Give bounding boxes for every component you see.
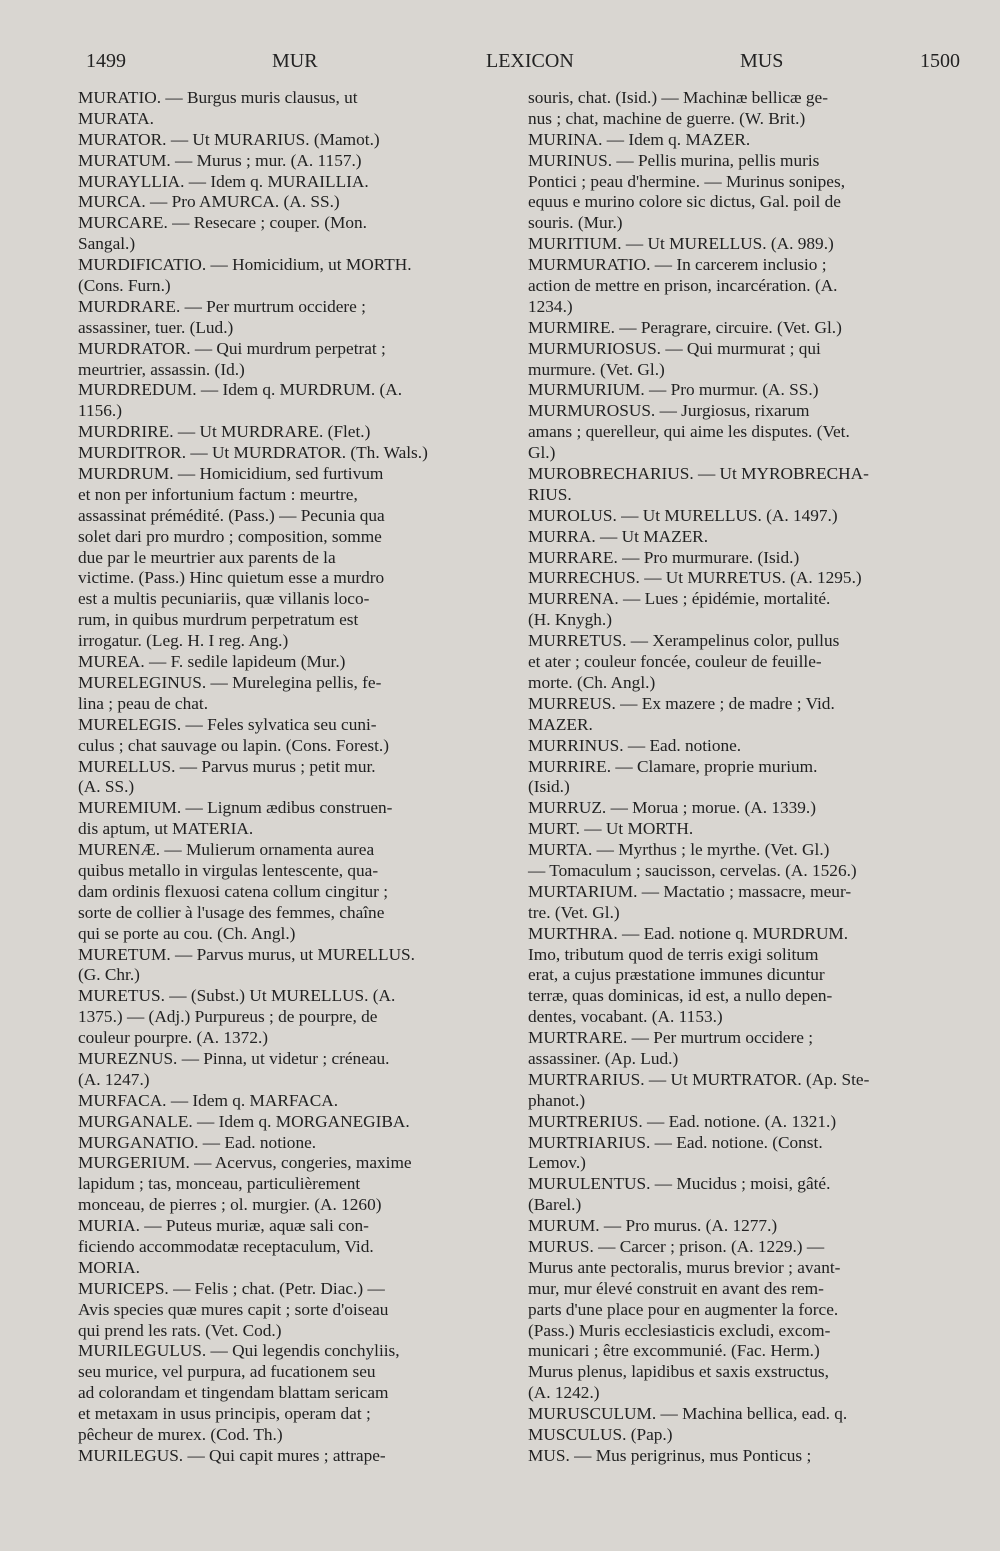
right-column bbox=[528, 88, 960, 1467]
text-line: MURATIO. — Burgus muris clausus, ut bbox=[78, 88, 358, 107]
text-line: MURMURIOSUS. — Qui murmurat ; qui bbox=[528, 338, 821, 358]
text-line: pêcheur de murex. (Cod. Th.) bbox=[78, 1425, 283, 1444]
text-line: MURRECHUS. — Ut MURRETUS. (A. 1295.) bbox=[528, 568, 862, 588]
text-line: MURRIRE. — Clamare, proprie murium. bbox=[528, 756, 818, 776]
text-line: MURREUS. — Ex mazere ; de madre ; Vid. bbox=[528, 693, 835, 713]
text-line: sorte de collier à l'usage des femmes, chaîne bbox=[78, 902, 385, 922]
text-line: MURRARE. — Pro murmurare. (Isid.) bbox=[528, 547, 800, 567]
text-line: Murus plenus, lapidibus et saxis exstructus, bbox=[528, 1362, 829, 1382]
text-line: 1375.) — (Adj.) Purpureus ; de pourpre, de bbox=[78, 1007, 378, 1027]
text-line: MUREA. — F. sedile lapideum (Mur.) bbox=[78, 652, 346, 672]
text-line: MURUSCULUM. — Machina bellica, ead. q. bbox=[528, 1404, 848, 1424]
text-line: irrogatur. (Leg. H. I reg. Ang.) bbox=[78, 631, 289, 651]
text-line: MURATOR. — Ut MURARIUS. (Mamot.) bbox=[78, 129, 380, 149]
text-line: erat, a cujus præstatione immunes dicuntur bbox=[528, 965, 825, 985]
text-line: MURT. — Ut MORTH. bbox=[528, 819, 694, 839]
text-line: tre. (Vet. Gl.) bbox=[528, 902, 620, 922]
text-line: Imo, tributum quod de terris exigi solitum bbox=[528, 944, 819, 964]
text-line: assassiner, tuer. (Lud.) bbox=[78, 317, 234, 337]
text-line: rum, in quibus murdrum perpetratum est bbox=[78, 610, 359, 630]
text-line: MURRINUS. — Ead. notione. bbox=[528, 735, 742, 755]
text-line: nus ; chat, machine de guerre. (W. Brit.) bbox=[528, 108, 806, 128]
text-line: qui se porte au cou. (Ch. Angl.) bbox=[78, 923, 296, 943]
text-line: MURTARIUM. — Mactatio ; massacre, meur- bbox=[528, 881, 852, 901]
text-line: ficiendo accommodatæ receptaculum, Vid. bbox=[78, 1236, 374, 1256]
text-line: MURETUM. — Parvus murus, ut MURELLUS. bbox=[78, 944, 415, 964]
text-line: assassiner. (Ap. Lud.) bbox=[528, 1048, 679, 1068]
text-line: (Isid.) bbox=[528, 777, 570, 797]
page-number-left: 1499 bbox=[86, 50, 126, 72]
text-line: murmure. (Vet. Gl.) bbox=[528, 359, 665, 379]
text-line: MURILEGULUS. — Qui legendis conchyliis, bbox=[78, 1341, 400, 1361]
text-line: Pontici ; peau d'hermine. — Murinus sonipes, bbox=[528, 171, 846, 191]
text-line: et metaxam in usus principis, operam dat ; bbox=[78, 1404, 371, 1424]
text-line: MUSCULUS. (Pap.) bbox=[528, 1425, 673, 1444]
text-line: MORIA. bbox=[78, 1257, 140, 1277]
text-line: MURATUM. — Murus ; mur. (A. 1157.) bbox=[78, 150, 362, 170]
text-line: 1156.) bbox=[78, 401, 122, 421]
text-line: MURTRERIUS. — Ead. notione. (A. 1321.) bbox=[528, 1111, 837, 1131]
text-line: MURELEGINUS. — Murelegina pellis, fe- bbox=[78, 672, 382, 692]
text-line: MURDRIRE. — Ut MURDRARE. (Flet.) bbox=[78, 422, 371, 442]
text-line: MURCARE. — Resecare ; couper. (Mon. bbox=[78, 213, 367, 233]
text-line: monceau, de pierres ; ol. murgier. (A. 1260) bbox=[78, 1195, 382, 1215]
text-line: MURUM. — Pro murus. (A. 1277.) bbox=[528, 1216, 778, 1236]
text-line: MURGERIUM. — Acervus, congeries, maxime bbox=[78, 1153, 412, 1173]
text-line: MURMURATIO. — In carcerem inclusio ; bbox=[528, 255, 827, 275]
text-line: MURILEGUS. — Qui capit mures ; attrape- bbox=[78, 1445, 386, 1465]
text-line: quibus metallo in virgulas lentescente, qua- bbox=[78, 860, 379, 880]
text-line: lina ; peau de chat. bbox=[78, 693, 209, 713]
text-line: et non per infortunium factum : meurtre, bbox=[78, 484, 358, 504]
guide-word-left: MUR bbox=[272, 50, 318, 72]
text-line: seu murice, vel purpura, ad fucationem seu bbox=[78, 1362, 376, 1382]
text-line: (Pass.) Muris ecclesiasticis excludi, excom- bbox=[528, 1320, 831, 1340]
text-line: morte. (Ch. Angl.) bbox=[528, 672, 656, 692]
text-line: MURITIUM. — Ut MURELLUS. (A. 989.) bbox=[528, 234, 834, 254]
text-line: MURDRARE. — Per murtrum occidere ; bbox=[78, 296, 366, 316]
text-line: couleur pourpre. (A. 1372.) bbox=[78, 1028, 269, 1048]
text-line: MUREZNUS. — Pinna, ut videtur ; créneau. bbox=[78, 1048, 390, 1068]
text-line: MUROLUS. — Ut MURELLUS. (A. 1497.) bbox=[528, 505, 838, 525]
text-line: MURAYLLIA. — Idem q. MURAILLIA. bbox=[78, 171, 369, 191]
text-line: RIUS. bbox=[528, 484, 572, 504]
text-line: equus e murino colore sic dictus, Gal. poil de bbox=[528, 192, 841, 212]
text-line: victime. (Pass.) Hinc quietum esse a murdro bbox=[78, 568, 385, 588]
text-line: 1234.) bbox=[528, 296, 573, 316]
text-line: Sangal.) bbox=[78, 234, 136, 254]
text-line: MUS. — Mus perigrinus, mus Ponticus ; bbox=[528, 1445, 812, 1465]
text-line: Gl.) bbox=[528, 443, 556, 463]
text-line: amans ; querelleur, qui aime les disputes. (Vet. bbox=[528, 422, 850, 442]
text-line: MURCA. — Pro AMURCA. (A. SS.) bbox=[78, 192, 340, 212]
text-line: (G. Chr.) bbox=[78, 965, 140, 985]
text-line: MURELLUS. — Parvus murus ; petit mur. bbox=[78, 756, 376, 776]
text-line: (A. SS.) bbox=[78, 777, 135, 797]
text-line: MURDRATOR. — Qui murdrum perpetrat ; bbox=[78, 338, 386, 358]
header-title: LEXICON bbox=[486, 50, 574, 72]
text-line: assassinat prémédité. (Pass.) — Pecunia qua bbox=[78, 505, 385, 525]
running-header bbox=[86, 50, 960, 78]
text-line: est a multis pecuniariis, quæ villanis loco- bbox=[78, 589, 370, 609]
text-line: et ater ; couleur foncée, couleur de feuille- bbox=[528, 652, 822, 672]
text-line: MUREMIUM. — Lignum ædibus construen- bbox=[78, 798, 393, 818]
text-line: MURELEGIS. — Feles sylvatica seu cuni- bbox=[78, 714, 377, 734]
text-line: MURRUZ. — Morua ; morue. (A. 1339.) bbox=[528, 798, 816, 818]
text-line: mur, mur élevé construit en avant des rem- bbox=[528, 1278, 824, 1298]
page-number-right: 1500 bbox=[920, 50, 960, 72]
text-line: MAZER. bbox=[528, 714, 593, 734]
text-line: MURULENTUS. — Mucidus ; moisi, gâté. bbox=[528, 1174, 831, 1194]
text-line: MURDREDUM. — Idem q. MURDRUM. (A. bbox=[78, 380, 403, 400]
text-line: souris, chat. (Isid.) — Machinæ bellicæ ge- bbox=[528, 88, 828, 107]
text-line: MURINUS. — Pellis murina, pellis muris bbox=[528, 150, 820, 170]
text-line: parts d'une place pour en augmenter la force. bbox=[528, 1299, 839, 1319]
text-line: MURTHRA. — Ead. notione q. MURDRUM. bbox=[528, 923, 849, 943]
guide-word-right: MUS bbox=[740, 50, 784, 72]
text-line: dentes, vocabant. (A. 1153.) bbox=[528, 1007, 723, 1027]
text-line: — Tomaculum ; saucisson, cervelas. (A. 1526.) bbox=[528, 860, 857, 880]
text-line: qui prend les rats. (Vet. Cod.) bbox=[78, 1320, 282, 1340]
text-line: MURTA. — Myrthus ; le myrthe. (Vet. Gl.) bbox=[528, 840, 830, 860]
text-line: Avis species quæ mures capit ; sorte d'oiseau bbox=[78, 1299, 389, 1319]
text-line: dis aptum, ut MATERIA. bbox=[78, 819, 254, 839]
text-line: phanot.) bbox=[528, 1090, 586, 1110]
text-line: MUROBRECHARIUS. — Ut MYROBRECHA- bbox=[528, 464, 869, 484]
text-line: ad colorandam et tingendam blattam sericam bbox=[78, 1383, 389, 1403]
text-line: lapidum ; tas, monceau, particulièrement bbox=[78, 1174, 361, 1194]
text-line: Lemov.) bbox=[528, 1153, 586, 1173]
text-line: MURRENA. — Lues ; épidémie, mortalité. bbox=[528, 589, 831, 609]
text-line: MURRETUS. — Xerampelinus color, pullus bbox=[528, 631, 840, 651]
text-line: MURGANATIO. — Ead. notione. bbox=[78, 1132, 317, 1152]
left-column bbox=[78, 88, 510, 1467]
text-line: MURETUS. — (Subst.) Ut MURELLUS. (A. bbox=[78, 986, 396, 1006]
text-line: MURMURIUM. — Pro murmur. (A. SS.) bbox=[528, 380, 819, 400]
text-line: MURRA. — Ut MAZER. bbox=[528, 526, 709, 546]
text-line: solet dari pro murdro ; composition, somme bbox=[78, 526, 382, 546]
text-line: dam ordinis flexuosi catena collum cingitur ; bbox=[78, 881, 389, 901]
text-line: (A. 1247.) bbox=[78, 1069, 150, 1089]
text-line: meurtrier, assassin. (Id.) bbox=[78, 359, 245, 379]
text-line: MURDITROR. — Ut MURDRATOR. (Th. Wals.) bbox=[78, 443, 428, 463]
text-line: MURMUROSUS. — Jurgiosus, rixarum bbox=[528, 401, 810, 421]
text-line: MURICEPS. — Felis ; chat. (Petr. Diac.) — bbox=[78, 1278, 385, 1298]
text-line: MURTRIARIUS. — Ead. notione. (Const. bbox=[528, 1132, 823, 1152]
text-line: (Cons. Furn.) bbox=[78, 276, 171, 296]
text-line: MURGANALE. — Idem q. MORGANEGIBA. bbox=[78, 1111, 410, 1131]
text-line: MURMIRE. — Peragrare, circuire. (Vet. Gl.) bbox=[528, 317, 842, 337]
text-line: MURFACA. — Idem q. MARFACA. bbox=[78, 1090, 339, 1110]
text-line: action de mettre en prison, incarcération. (A. bbox=[528, 276, 838, 296]
text-line: MURINA. — Idem q. MAZER. bbox=[528, 129, 751, 149]
text-line: souris. (Mur.) bbox=[528, 213, 623, 233]
text-line: MURTRARE. — Per murtrum occidere ; bbox=[528, 1028, 814, 1048]
text-line: terræ, quas dominicas, id est, a nullo depen- bbox=[528, 986, 833, 1006]
text-line: (H. Knygh.) bbox=[528, 610, 612, 630]
text-line: municari ; être excommunié. (Fac. Herm.) bbox=[528, 1341, 820, 1361]
text-line: MURDIFICATIO. — Homicidium, ut MORTH. bbox=[78, 255, 412, 275]
text-line: MURDRUM. — Homicidium, sed furtivum bbox=[78, 464, 384, 484]
text-line: MURATA. bbox=[78, 108, 154, 128]
text-line: MURENÆ. — Mulierum ornamenta aurea bbox=[78, 840, 375, 860]
text-line: due par le meurtrier aux parents de la bbox=[78, 547, 336, 567]
text-line: (Barel.) bbox=[528, 1195, 582, 1215]
text-line: (A. 1242.) bbox=[528, 1383, 600, 1403]
text-line: MURIA. — Puteus muriæ, aquæ sali con- bbox=[78, 1216, 369, 1236]
text-line: MURTRARIUS. — Ut MURTRATOR. (Ap. Ste- bbox=[528, 1069, 870, 1089]
text-line: Murus ante pectoralis, murus brevior ; avant- bbox=[528, 1257, 841, 1277]
text-line: MURUS. — Carcer ; prison. (A. 1229.) — bbox=[528, 1236, 825, 1256]
text-line: culus ; chat sauvage ou lapin. (Cons. Forest.) bbox=[78, 735, 390, 755]
